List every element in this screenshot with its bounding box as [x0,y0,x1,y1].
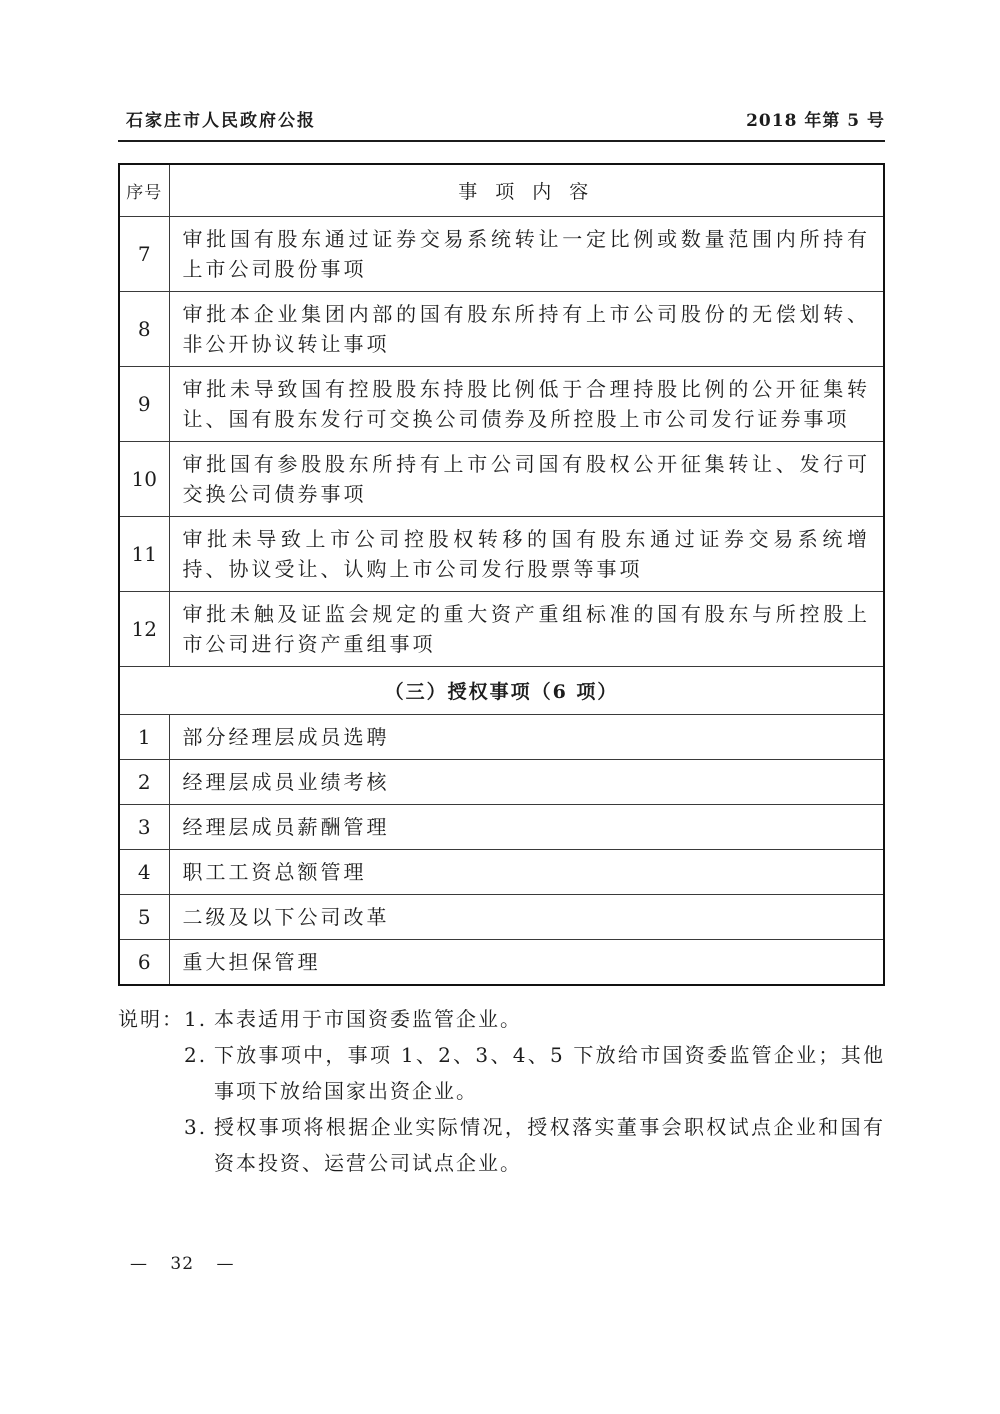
table-row [119,592,884,667]
row-number: 7 [119,217,169,292]
note-number: 2. [184,1043,208,1067]
table-row [119,292,884,367]
row-number: 1 [119,715,169,760]
table-row [119,517,884,592]
row-content: 二级及以下公司改革 [169,895,884,940]
column-header-content: 事 项 内 容 [169,164,884,217]
row-number: 10 [119,442,169,517]
row-content: 审批未触及证监会规定的重大资产重组标准的国有股东与所控股上市公司进行资产重组事项 [169,592,884,667]
row-content: 审批国有股东通过证券交易系统转让一定比例或数量范围内所持有上市公司股份事项 [169,217,884,292]
table-row [119,895,884,940]
row-number: 12 [119,592,169,667]
row-content: 职工工资总额管理 [169,850,884,895]
note-number: 1. [184,1007,208,1031]
row-content: 审批未导致国有控股股东持股比例低于合理持股比例的公开征集转让、国有股东发行可交换公司债券及所控股上市公司发行证券事项 [169,367,884,442]
row-content: 部分经理层成员选聘 [169,715,884,760]
row-number: 2 [119,760,169,805]
table-body-part2 [119,715,884,986]
note-item [184,1001,885,1037]
note-text: 本表适用于市国资委监管企业。 [214,1007,522,1031]
table-row [119,805,884,850]
column-header-no: 序号 [119,164,169,217]
section-header: （三）授权事项（6 项） [119,667,884,715]
table-body-part1 [119,217,884,667]
notes-label: 说明： [118,1007,184,1031]
table-row [119,850,884,895]
row-number: 5 [119,895,169,940]
section-header-row [119,667,884,715]
table-row [119,940,884,986]
row-number: 8 [119,292,169,367]
row-number: 3 [119,805,169,850]
row-content: 经理层成员业绩考核 [169,760,884,805]
row-number: 11 [119,517,169,592]
table-section [119,667,884,715]
notes-block [118,1001,885,1181]
items-table [118,163,885,986]
row-number: 6 [119,940,169,986]
note-number: 3. [184,1115,208,1139]
table-row [119,760,884,805]
table-row [119,442,884,517]
table-row [119,367,884,442]
note-text: 授权事项将根据企业实际情况，授权落实董事会职权试点企业和国有资本投资、运营公司试点企业。 [214,1115,885,1175]
row-content: 经理层成员薪酬管理 [169,805,884,850]
document-header [118,106,885,142]
row-number: 4 [119,850,169,895]
table-header-row [119,164,884,217]
notes-items [184,1001,885,1181]
page-number: — 32 — [130,1254,235,1274]
note-item [184,1037,885,1109]
row-number: 9 [119,367,169,442]
table-row [119,217,884,292]
row-content: 审批未导致上市公司控股权转移的国有股东通过证券交易系统增持、协议受让、认购上市公司发行股票等事项 [169,517,884,592]
row-content: 审批本企业集团内部的国有股东所持有上市公司股份的无偿划转、非公开协议转让事项 [169,292,884,367]
row-content: 审批国有参股股东所持有上市公司国有股权公开征集转让、发行可交换公司债券事项 [169,442,884,517]
gazette-title: 石家庄市人民政府公报 [126,111,316,131]
table-row [119,715,884,760]
row-content: 重大担保管理 [169,940,884,986]
issue-number: 2018 年第 5 号 [746,111,885,131]
note-text: 下放事项中，事项 1、2、3、4、5 下放给市国资委监管企业；其他事项下放给国家出资企业。 [214,1043,885,1103]
note-item [184,1109,885,1181]
